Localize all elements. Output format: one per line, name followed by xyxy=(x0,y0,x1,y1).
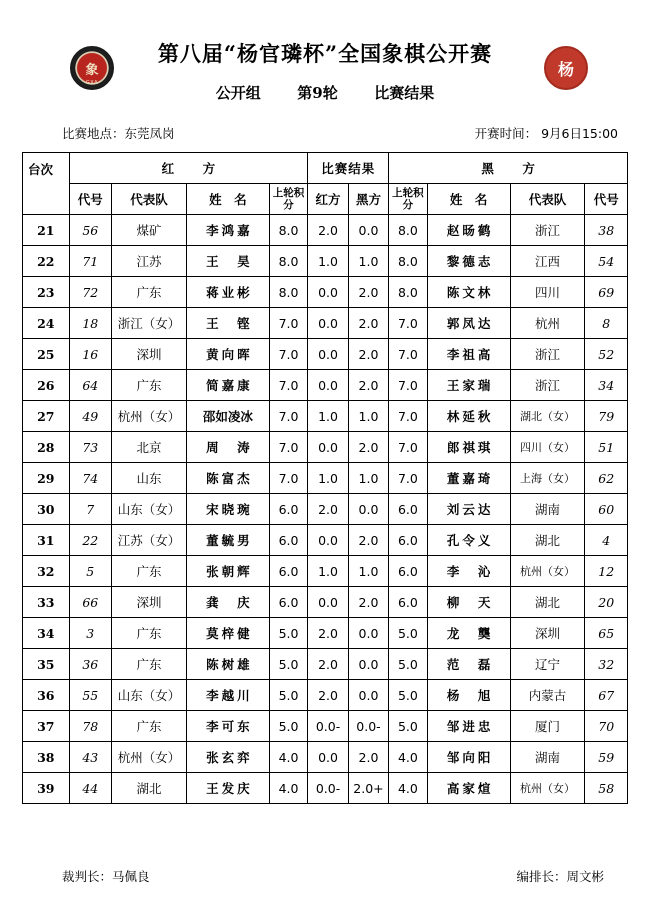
cell-red-score: 2.0 xyxy=(308,618,348,649)
cell-red-team: 煤矿 xyxy=(112,215,187,246)
subtitle-round: 第9轮 xyxy=(297,84,338,102)
cell-black-prev: 7.0 xyxy=(389,370,427,401)
cell-taici: 29 xyxy=(23,463,70,494)
table-row xyxy=(23,215,628,246)
cell-black-code: 60 xyxy=(585,494,628,525)
cell-taici: 23 xyxy=(23,277,70,308)
cell-red-score: 0.0 xyxy=(308,339,348,370)
cell-red-code: 55 xyxy=(69,680,111,711)
cell-red-team: 江苏 xyxy=(112,246,187,277)
cell-red-code: 43 xyxy=(69,742,111,773)
cell-taici: 21 xyxy=(23,215,70,246)
table-row xyxy=(23,494,628,525)
cell-red-code: 71 xyxy=(69,246,111,277)
cell-red-score: 1.0 xyxy=(308,556,348,587)
cell-red-prev: 6.0 xyxy=(269,525,307,556)
header-red-prev-points: 上轮积分 xyxy=(269,184,307,215)
cell-red-team: 广东 xyxy=(112,556,187,587)
cell-black-team: 上海（女） xyxy=(510,463,585,494)
venue-label: 比赛地点：东莞凤岗 xyxy=(62,126,175,141)
tournament-logo-left-icon xyxy=(70,46,114,90)
table-row xyxy=(23,370,628,401)
cell-taici: 22 xyxy=(23,246,70,277)
table-row xyxy=(23,432,628,463)
header-red-score: 红方 xyxy=(308,184,348,215)
cell-red-score: 2.0 xyxy=(308,215,348,246)
cell-red-prev: 7.0 xyxy=(269,401,307,432)
cell-red-name: 黄向晖 xyxy=(186,339,269,370)
cell-black-prev: 5.0 xyxy=(389,711,427,742)
cell-black-score: 2.0 xyxy=(348,525,388,556)
cell-black-prev: 6.0 xyxy=(389,525,427,556)
table-row xyxy=(23,742,628,773)
cell-red-name: 蒋业彬 xyxy=(186,277,269,308)
cell-red-team: 广东 xyxy=(112,711,187,742)
cell-black-name: 刘云达 xyxy=(427,494,510,525)
header-black-score: 黑方 xyxy=(348,184,388,215)
cell-red-prev: 4.0 xyxy=(269,742,307,773)
cell-red-code: 49 xyxy=(69,401,111,432)
logo-left-caption: GXA xyxy=(85,80,99,86)
cell-black-team: 湖北（女） xyxy=(510,401,585,432)
cell-red-team: 广东 xyxy=(112,370,187,401)
header-red-team: 代表队 xyxy=(112,184,187,215)
cell-red-code: 16 xyxy=(69,339,111,370)
table-row xyxy=(23,308,628,339)
cell-red-code: 66 xyxy=(69,587,111,618)
cell-black-score: 2.0+ xyxy=(348,773,388,804)
cell-black-name: 陈文林 xyxy=(427,277,510,308)
cell-red-name: 邵如凌冰 xyxy=(186,401,269,432)
cell-taici: 28 xyxy=(23,432,70,463)
table-row xyxy=(23,618,628,649)
cell-taici: 24 xyxy=(23,308,70,339)
header-taici: 台次 xyxy=(23,153,70,215)
cell-taici: 33 xyxy=(23,587,70,618)
header-black-prev-points: 上轮积分 xyxy=(389,184,427,215)
cell-black-score: 0.0 xyxy=(348,494,388,525)
cell-red-prev: 5.0 xyxy=(269,618,307,649)
cell-red-prev: 5.0 xyxy=(269,711,307,742)
cell-black-team: 湖南 xyxy=(510,742,585,773)
cell-black-team: 浙江 xyxy=(510,339,585,370)
cell-black-name: 范 磊 xyxy=(427,649,510,680)
cell-black-code: 70 xyxy=(585,711,628,742)
cell-red-name: 周 涛 xyxy=(186,432,269,463)
start-time-label: 开赛时间： 9月6日15:00 xyxy=(474,126,618,141)
cell-black-code: 65 xyxy=(585,618,628,649)
cell-red-prev: 7.0 xyxy=(269,308,307,339)
cell-red-name: 王 铿 xyxy=(186,308,269,339)
cell-black-prev: 8.0 xyxy=(389,277,427,308)
cell-black-prev: 5.0 xyxy=(389,618,427,649)
cell-red-prev: 5.0 xyxy=(269,680,307,711)
cell-black-team: 湖北 xyxy=(510,525,585,556)
cell-black-score: 2.0 xyxy=(348,742,388,773)
cell-red-team: 杭州（女） xyxy=(112,401,187,432)
cell-black-name: 邹进忠 xyxy=(427,711,510,742)
cell-red-name: 宋晓琬 xyxy=(186,494,269,525)
cell-black-code: 54 xyxy=(585,246,628,277)
cell-red-prev: 7.0 xyxy=(269,339,307,370)
page-title: 第八届“杨官璘杯”全国象棋公开赛 xyxy=(157,41,493,66)
table-row xyxy=(23,556,628,587)
cell-taici: 31 xyxy=(23,525,70,556)
cell-taici: 36 xyxy=(23,680,70,711)
subtitle-kind: 比赛结果 xyxy=(374,84,435,102)
cell-taici: 30 xyxy=(23,494,70,525)
cell-black-prev: 7.0 xyxy=(389,339,427,370)
cell-black-name: 李 沁 xyxy=(427,556,510,587)
table-row xyxy=(23,339,628,370)
table-row xyxy=(23,649,628,680)
cell-black-code: 20 xyxy=(585,587,628,618)
cell-black-team: 杭州（女） xyxy=(510,556,585,587)
tournament-logo-right-icon: 杨 xyxy=(544,46,588,90)
cell-black-score: 2.0 xyxy=(348,339,388,370)
cell-black-score: 0.0 xyxy=(348,649,388,680)
cell-red-score: 0.0 xyxy=(308,370,348,401)
cell-red-name: 莫梓健 xyxy=(186,618,269,649)
cell-red-prev: 8.0 xyxy=(269,277,307,308)
cell-taici: 27 xyxy=(23,401,70,432)
cell-red-name: 王 昊 xyxy=(186,246,269,277)
cell-black-score: 2.0 xyxy=(348,370,388,401)
cell-red-name: 陈富杰 xyxy=(186,463,269,494)
cell-black-name: 孔令义 xyxy=(427,525,510,556)
cell-red-name: 王发庆 xyxy=(186,773,269,804)
cell-red-score: 0.0 xyxy=(308,525,348,556)
cell-red-code: 56 xyxy=(69,215,111,246)
cell-red-code: 72 xyxy=(69,277,111,308)
cell-black-name: 柳 天 xyxy=(427,587,510,618)
cell-black-score: 0.0 xyxy=(348,215,388,246)
cell-black-prev: 8.0 xyxy=(389,246,427,277)
cell-black-prev: 4.0 xyxy=(389,773,427,804)
cell-red-team: 广东 xyxy=(112,618,187,649)
cell-red-name: 张玄弈 xyxy=(186,742,269,773)
cell-black-score: 2.0 xyxy=(348,432,388,463)
cell-red-prev: 7.0 xyxy=(269,463,307,494)
cell-black-code: 79 xyxy=(585,401,628,432)
cell-red-team: 湖北 xyxy=(112,773,187,804)
header-group-red: 红 方 xyxy=(69,153,308,184)
table-body xyxy=(23,215,628,804)
cell-red-prev: 5.0 xyxy=(269,649,307,680)
cell-red-code: 74 xyxy=(69,463,111,494)
cell-black-team: 四川 xyxy=(510,277,585,308)
cell-red-team: 山东（女） xyxy=(112,494,187,525)
cell-black-name: 王家瑞 xyxy=(427,370,510,401)
cell-black-prev: 5.0 xyxy=(389,680,427,711)
table-row xyxy=(23,587,628,618)
cell-black-score: 1.0 xyxy=(348,246,388,277)
cell-black-prev: 8.0 xyxy=(389,215,427,246)
header-red-code: 代号 xyxy=(69,184,111,215)
cell-red-code: 73 xyxy=(69,432,111,463)
table-row xyxy=(23,463,628,494)
cell-black-code: 67 xyxy=(585,680,628,711)
cell-red-prev: 7.0 xyxy=(269,432,307,463)
cell-red-team: 江苏（女） xyxy=(112,525,187,556)
cell-red-team: 广东 xyxy=(112,277,187,308)
cell-black-name: 邹向阳 xyxy=(427,742,510,773)
table-row xyxy=(23,246,628,277)
cell-black-name: 高家煊 xyxy=(427,773,510,804)
cell-taici: 32 xyxy=(23,556,70,587)
cell-black-team: 厦门 xyxy=(510,711,585,742)
cell-red-team: 深圳 xyxy=(112,587,187,618)
cell-black-prev: 4.0 xyxy=(389,742,427,773)
meta-row xyxy=(22,124,628,146)
cell-black-name: 林延秋 xyxy=(427,401,510,432)
header-black-team: 代表队 xyxy=(510,184,585,215)
cell-taici: 34 xyxy=(23,618,70,649)
cell-black-prev: 5.0 xyxy=(389,649,427,680)
cell-red-score: 1.0 xyxy=(308,463,348,494)
cell-black-code: 34 xyxy=(585,370,628,401)
cell-red-score: 0.0- xyxy=(308,773,348,804)
cell-red-code: 78 xyxy=(69,711,111,742)
cell-black-code: 4 xyxy=(585,525,628,556)
cell-red-prev: 6.0 xyxy=(269,494,307,525)
cell-red-code: 7 xyxy=(69,494,111,525)
cell-black-team: 浙江 xyxy=(510,215,585,246)
table-row xyxy=(23,277,628,308)
cell-black-code: 59 xyxy=(585,742,628,773)
cell-red-score: 2.0 xyxy=(308,649,348,680)
cell-red-score: 0.0 xyxy=(308,308,348,339)
cell-black-name: 董嘉琦 xyxy=(427,463,510,494)
cell-black-prev: 7.0 xyxy=(389,308,427,339)
cell-red-name: 龚 庆 xyxy=(186,587,269,618)
table-row xyxy=(23,525,628,556)
cell-black-code: 69 xyxy=(585,277,628,308)
cell-taici: 35 xyxy=(23,649,70,680)
cell-red-code: 18 xyxy=(69,308,111,339)
cell-red-code: 44 xyxy=(69,773,111,804)
cell-red-name: 董毓男 xyxy=(186,525,269,556)
cell-black-prev: 7.0 xyxy=(389,432,427,463)
cell-black-score: 0.0 xyxy=(348,680,388,711)
cell-red-score: 2.0 xyxy=(308,680,348,711)
cell-black-code: 32 xyxy=(585,649,628,680)
cell-black-team: 江西 xyxy=(510,246,585,277)
cell-black-prev: 6.0 xyxy=(389,556,427,587)
cell-black-team: 四川（女） xyxy=(510,432,585,463)
cell-black-team: 杭州 xyxy=(510,308,585,339)
cell-taici: 26 xyxy=(23,370,70,401)
cell-black-code: 62 xyxy=(585,463,628,494)
cell-red-score: 0.0 xyxy=(308,277,348,308)
cell-red-prev: 6.0 xyxy=(269,587,307,618)
cell-red-prev: 6.0 xyxy=(269,556,307,587)
cell-red-code: 64 xyxy=(69,370,111,401)
cell-red-team: 北京 xyxy=(112,432,187,463)
cell-taici: 39 xyxy=(23,773,70,804)
cell-red-team: 杭州（女） xyxy=(112,742,187,773)
header-black-name: 姓 名 xyxy=(427,184,510,215)
cell-black-code: 38 xyxy=(585,215,628,246)
cell-black-score: 1.0 xyxy=(348,401,388,432)
cell-black-score: 1.0 xyxy=(348,556,388,587)
cell-black-name: 李祖高 xyxy=(427,339,510,370)
cell-red-team: 深圳 xyxy=(112,339,187,370)
cell-black-prev: 7.0 xyxy=(389,401,427,432)
results-table xyxy=(22,152,628,804)
cell-red-prev: 8.0 xyxy=(269,215,307,246)
cell-red-score: 0.0 xyxy=(308,432,348,463)
header-black-code: 代号 xyxy=(585,184,628,215)
cell-black-team: 杭州（女） xyxy=(510,773,585,804)
cell-black-score: 2.0 xyxy=(348,277,388,308)
cell-black-name: 黎德志 xyxy=(427,246,510,277)
cell-black-team: 深圳 xyxy=(510,618,585,649)
header-red-name: 姓 名 xyxy=(186,184,269,215)
table-row xyxy=(23,680,628,711)
referee-label: 裁判长：马佩良 xyxy=(62,869,150,884)
cell-taici: 37 xyxy=(23,711,70,742)
cell-black-name: 郎祺琪 xyxy=(427,432,510,463)
cell-red-score: 1.0 xyxy=(308,401,348,432)
cell-red-name: 李可东 xyxy=(186,711,269,742)
cell-red-team: 浙江（女） xyxy=(112,308,187,339)
header-group-black: 黑 方 xyxy=(389,153,628,184)
cell-black-team: 湖北 xyxy=(510,587,585,618)
cell-black-code: 58 xyxy=(585,773,628,804)
cell-black-name: 郭凤达 xyxy=(427,308,510,339)
cell-black-code: 52 xyxy=(585,339,628,370)
cell-red-prev: 4.0 xyxy=(269,773,307,804)
cell-red-score: 0.0 xyxy=(308,587,348,618)
cell-black-prev: 6.0 xyxy=(389,494,427,525)
cell-red-name: 简嘉康 xyxy=(186,370,269,401)
subtitle-group: 公开组 xyxy=(215,84,261,102)
cell-red-score: 1.0 xyxy=(308,246,348,277)
cell-taici: 38 xyxy=(23,742,70,773)
cell-black-name: 赵旸鹤 xyxy=(427,215,510,246)
table-sub-header-row xyxy=(23,184,628,215)
cell-black-team: 内蒙古 xyxy=(510,680,585,711)
cell-red-code: 3 xyxy=(69,618,111,649)
cell-red-code: 36 xyxy=(69,649,111,680)
organizer-label: 编排长：周文彬 xyxy=(516,869,604,884)
cell-black-team: 湖南 xyxy=(510,494,585,525)
cell-black-code: 12 xyxy=(585,556,628,587)
cell-red-score: 0.0 xyxy=(308,742,348,773)
cell-taici: 25 xyxy=(23,339,70,370)
cell-black-team: 辽宁 xyxy=(510,649,585,680)
table-row xyxy=(23,773,628,804)
document-footer xyxy=(22,867,628,885)
cell-black-code: 51 xyxy=(585,432,628,463)
cell-black-prev: 6.0 xyxy=(389,587,427,618)
cell-red-team: 广东 xyxy=(112,649,187,680)
logo-left-character: 象 xyxy=(77,53,107,83)
cell-black-score: 2.0 xyxy=(348,308,388,339)
cell-black-score: 1.0 xyxy=(348,463,388,494)
cell-red-prev: 8.0 xyxy=(269,246,307,277)
cell-black-code: 8 xyxy=(585,308,628,339)
cell-red-name: 张朝辉 xyxy=(186,556,269,587)
cell-black-score: 0.0 xyxy=(348,618,388,649)
cell-black-team: 浙江 xyxy=(510,370,585,401)
cell-red-team: 山东（女） xyxy=(112,680,187,711)
cell-red-code: 22 xyxy=(69,525,111,556)
cell-black-prev: 7.0 xyxy=(389,463,427,494)
cell-black-name: 杨 旭 xyxy=(427,680,510,711)
cell-red-name: 李鸿嘉 xyxy=(186,215,269,246)
cell-black-score: 0.0- xyxy=(348,711,388,742)
cell-red-team: 山东 xyxy=(112,463,187,494)
cell-black-name: 龙 龑 xyxy=(427,618,510,649)
header-group-result: 比赛结果 xyxy=(308,153,389,184)
table-row xyxy=(23,711,628,742)
table-group-header-row xyxy=(23,153,628,184)
cell-red-name: 李越川 xyxy=(186,680,269,711)
cell-red-prev: 7.0 xyxy=(269,370,307,401)
cell-black-score: 2.0 xyxy=(348,587,388,618)
cell-red-code: 5 xyxy=(69,556,111,587)
document-header xyxy=(22,0,628,122)
cell-red-score: 0.0- xyxy=(308,711,348,742)
cell-red-score: 2.0 xyxy=(308,494,348,525)
table-row xyxy=(23,401,628,432)
cell-red-name: 陈树雄 xyxy=(186,649,269,680)
